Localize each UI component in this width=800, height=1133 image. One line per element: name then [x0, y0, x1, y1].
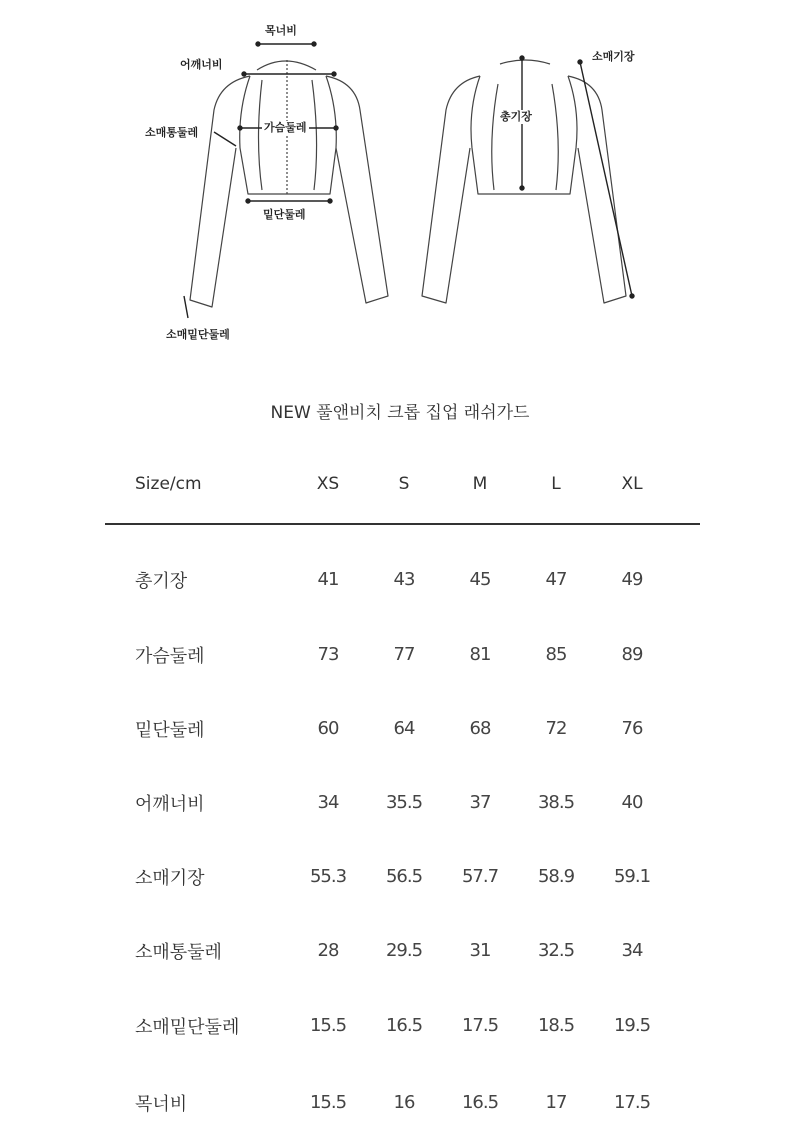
- table-row: [105, 567, 700, 607]
- table-cell: 38.5: [537, 792, 575, 813]
- size-header-l: L: [551, 474, 561, 494]
- size-table: [105, 466, 700, 1115]
- table-row: [105, 938, 700, 978]
- back-left-sleeve: [422, 76, 480, 303]
- table-cell: 17.5: [461, 1015, 499, 1036]
- table-row: [105, 642, 700, 682]
- label-neck-width: 목너비: [265, 24, 297, 37]
- label-shoulder-width: 어깨너비: [180, 58, 223, 71]
- table-cell: 49: [621, 569, 643, 590]
- table-cell: 16.5: [385, 1015, 423, 1036]
- back-right-sleeve: [568, 76, 626, 303]
- table-cell: 45: [469, 569, 491, 590]
- label-sleeve-hem: 소매밑단둘레: [166, 328, 230, 341]
- front-right-sleeve: [326, 76, 388, 303]
- table-cell: 60: [317, 718, 339, 739]
- table-cell: 34: [317, 792, 339, 813]
- table-cell: 19.5: [613, 1015, 651, 1036]
- table-cell: 16.5: [461, 1092, 499, 1113]
- size-header-xs: XS: [316, 474, 340, 494]
- table-cell: 57.7: [461, 866, 499, 887]
- label-total-length: 총기장: [500, 110, 532, 123]
- table-cell: 73: [317, 644, 339, 665]
- table-cell: 47: [545, 569, 567, 590]
- table-cell: 37: [469, 792, 491, 813]
- table-cell: 41: [317, 569, 339, 590]
- front-seam-left: [259, 80, 263, 190]
- table-cell: 28: [317, 940, 339, 961]
- table-cell: 15.5: [309, 1092, 347, 1113]
- table-cell: 35.5: [385, 792, 423, 813]
- table-cell: 32.5: [537, 940, 575, 961]
- back-seam-right: [552, 84, 558, 190]
- table-row: [105, 716, 700, 756]
- table-cell: 17.5: [613, 1092, 651, 1113]
- size-header-m: M: [472, 474, 488, 494]
- label-sleeve-width: 소매통둘레: [145, 126, 199, 139]
- row-label: 소매통둘레: [135, 942, 222, 963]
- size-table-header: [105, 466, 700, 506]
- label-hem: 밑단둘레: [263, 208, 306, 221]
- table-cell: 81: [469, 644, 491, 665]
- table-cell: 16: [393, 1092, 415, 1113]
- table-cell: 34: [621, 940, 643, 961]
- row-label: 가슴둘레: [135, 646, 205, 667]
- label-sleeve-length: 소매기장: [592, 50, 635, 63]
- table-cell: 76: [621, 718, 643, 739]
- table-row: [105, 1090, 700, 1130]
- table-cell: 17: [545, 1092, 567, 1113]
- garment-diagram: [0, 0, 800, 380]
- sleeve-length-line: [580, 62, 632, 296]
- back-seam-left: [492, 84, 498, 190]
- label-chest: 가슴둘레: [264, 121, 307, 134]
- sleeve-hem-line: [184, 296, 188, 318]
- table-cell: 77: [393, 644, 415, 665]
- row-label: 목너비: [135, 1094, 188, 1115]
- table-cell: 85: [545, 644, 567, 665]
- row-label: 밑단둘레: [135, 720, 205, 741]
- table-cell: 58.9: [537, 866, 575, 887]
- table-cell: 15.5: [309, 1015, 347, 1036]
- back-body: [471, 76, 577, 194]
- row-label: 어깨너비: [135, 794, 205, 815]
- row-label: 총기장: [135, 571, 188, 592]
- table-cell: 72: [545, 718, 567, 739]
- table-row: [105, 1013, 700, 1053]
- front-body: [240, 76, 337, 194]
- table-cell: 31: [469, 940, 491, 961]
- row-label: 소매밑단둘레: [135, 1017, 240, 1038]
- table-cell: 68: [469, 718, 491, 739]
- size-header-label: Size/cm: [135, 474, 202, 494]
- table-cell: 89: [621, 644, 643, 665]
- table-cell: 18.5: [537, 1015, 575, 1036]
- table-row: [105, 864, 700, 904]
- table-cell: 40: [621, 792, 643, 813]
- table-cell: 64: [393, 718, 415, 739]
- table-cell: 43: [393, 569, 415, 590]
- back-collar: [500, 60, 550, 64]
- sleeve-width-line: [214, 132, 236, 146]
- size-header-s: S: [398, 474, 410, 494]
- header-divider: [105, 523, 700, 525]
- product-title: NEW 풀앤비치 크롭 집업 래쉬가드: [270, 403, 530, 423]
- table-cell: 55.3: [309, 866, 347, 887]
- table-cell: 59.1: [613, 866, 651, 887]
- garment-illustration: [0, 0, 800, 380]
- table-row: [105, 790, 700, 830]
- table-cell: 56.5: [385, 866, 423, 887]
- front-seam-right: [312, 80, 317, 190]
- size-header-xl: XL: [621, 474, 643, 494]
- row-label: 소매기장: [135, 868, 205, 889]
- table-cell: 29.5: [385, 940, 423, 961]
